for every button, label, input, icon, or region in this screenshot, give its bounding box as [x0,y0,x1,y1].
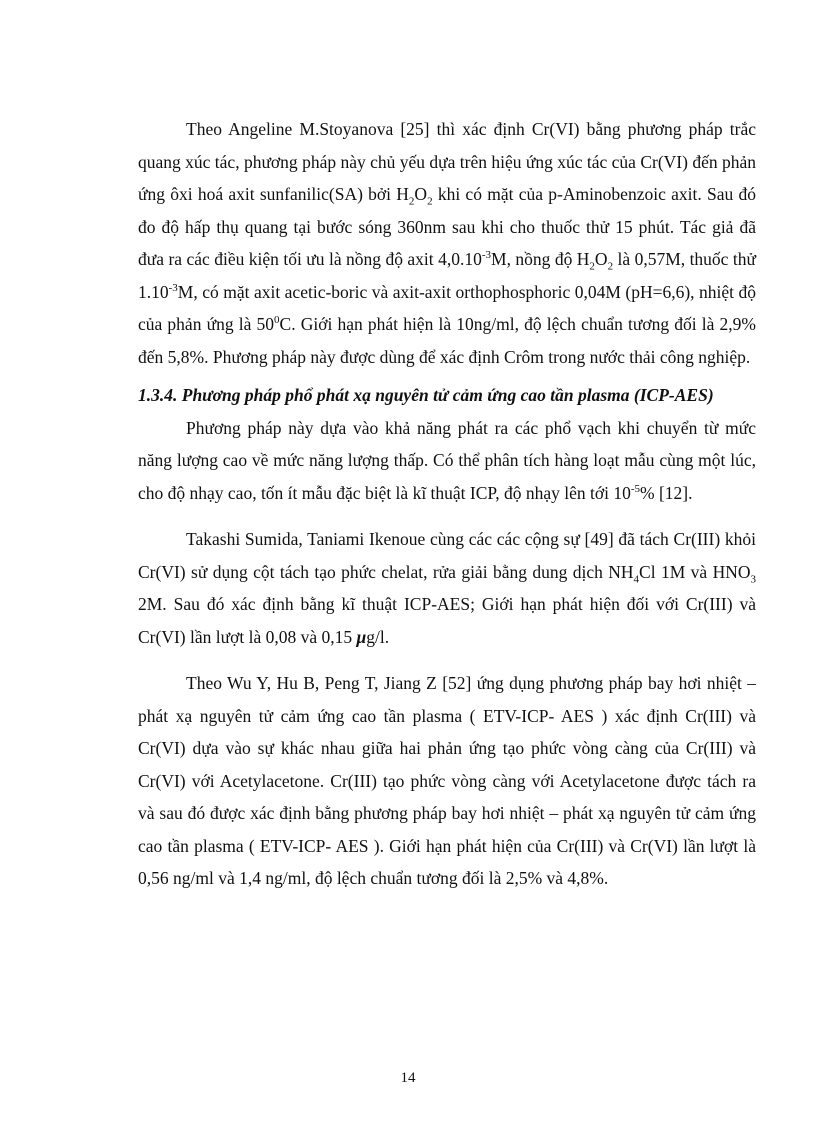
page-body [138,113,756,895]
paragraph-sumida: Takashi Sumida, Taniami Ikenoue cùng các các cộng sự [49] đã tách Cr(III) khỏi Cr(VI) sử dụng cột tách tạo phức chelat, rửa giải bằng dung dịch $NH_4Cl$ 1M và $HNO_3$ 2M. Sau đó xác định bằng kĩ thuật ICP-AES; Giới hạn phát hiện đối với Cr(III) và Cr(VI) lần lượt là 0,08 và 0,15 μg/l. [138,529,756,647]
page-number: 14 [400,1070,416,1086]
paragraph-wu: Theo Wu Y, Hu B, Peng T, Jiang Z [52] ứng dụng phương pháp bay hơi nhiệt – phát xạ nguyên tử cảm ứng cao tần plasma ( ETV-ICP- AES ) xác định Cr(III) và Cr(VI) dựa vào sự khác nhau giữa hai phản ứng tạo phức vòng càng của Cr(III) và Cr(VI) với Acetylacetone. Cr(III) tạo phức vòng càng với Acetylacetone được tách ra và sau đó được xác định bằng phương pháp bay hơi nhiệt – phát xạ nguyên tử cảm ứng cao tần plasma ( ETV-ICP- AES ). Giới hạn phát hiện của Cr(III) và Cr(VI) lần lượt là 0,56 ng/ml và 1,4 ng/ml, độ lệch chuẩn tương đối là 2,5% và 4,8%. [138,673,756,888]
paragraph-icp-principle: Phương pháp này dựa vào khả năng phát ra các phổ vạch khi chuyển từ mức năng lượng cao về mức năng lượng thấp. Có thể phân tích hàng loạt mẫu cùng một lúc, cho độ nhạy cao, tốn ít mẫu đặc biệt là kĩ thuật ICP, độ nhạy lên tới $10^{-5}\%$ [12]. [138,417,756,503]
paragraph-angeline: Theo Angeline M.Stoyanova [25] thì xác định Cr(VI) bằng phương pháp trắc quang xúc tác, phương pháp này chủ yếu dựa trên hiệu ứng xúc tác của Cr(VI) đến phản ứng ôxi hoá axit sunfanilic(SA) bởi $H_2O_2$ khi có mặt của p-Aminobenzoic axit. Sau đó đo độ hấp thụ quang tại bước sóng 360nm sau khi cho thuốc thử 15 phút. Tác giả đã đưa ra các điều kiện tối ưu là nồng độ axit $4,0.10^{-3}M$, nồng độ $H_2O_2$ là 0,57M, thuốc thử $1.10^{-3}M$, có mặt axit acetic-boric và axit-axit orthophosphoric 0,04M (pH=6,6), nhiệt độ của phản ứng là $50^0C$. Giới hạn phát hiện là 10ng/ml, độ lệch chuẩn tương đối là 2,9% đến 5,8%. Phương pháp này được dùng để xác định Crôm trong nước thải công nghiệp. [138,119,756,367]
section-heading-icp-aes: 1.3.4. Phương pháp phổ phát xạ nguyên tử cảm ứng cao tần plasma (ICP-AES) [138,385,714,405]
